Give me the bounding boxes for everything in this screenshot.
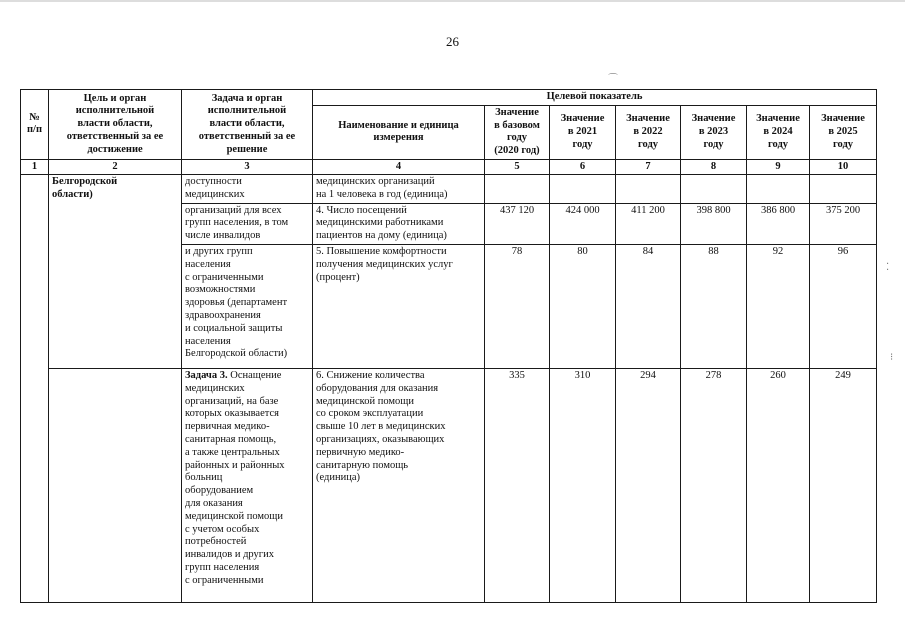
- table-row: [21, 174, 877, 203]
- header-value-2024: Значение в 2024 году: [747, 105, 810, 159]
- page-number: 26: [446, 34, 459, 49]
- header-indicator: Наименование и единица измерения: [313, 105, 485, 159]
- value-base: 437 120: [485, 203, 550, 244]
- task-cell: и других групп населения с ограниченными возможностями здоровья (департамент здравоохранения и социальной защиты населения Белгородской области): [182, 244, 313, 368]
- indicator-cell: медицинских организаций на 1 человека в год (единица): [313, 174, 485, 203]
- value-base: [485, 174, 550, 203]
- column-number: 2: [49, 159, 182, 174]
- value-2022: 411 200: [616, 203, 681, 244]
- column-number: 7: [616, 159, 681, 174]
- task-cell: [182, 368, 313, 602]
- column-number: 4: [313, 159, 485, 174]
- value-2025: 375 200: [810, 203, 877, 244]
- scan-artifact-mark: ⁝: [890, 352, 894, 363]
- scan-artifact-mark: ⁚: [886, 262, 890, 273]
- value-2023: 398 800: [681, 203, 747, 244]
- value-2024: 386 800: [747, 203, 810, 244]
- column-number: 8: [681, 159, 747, 174]
- column-number: 9: [747, 159, 810, 174]
- task-text: Оснащение медицинских организаций, на базе которых оказывается первичная медико- санитарная помощь, а также центральных районных и районных больниц оборудованием для оказания медицинской помощи с учетом особых потребностей инвалидов и других групп населения с ограниченными: [185, 369, 285, 586]
- header-target-group: Целевой показатель: [313, 90, 877, 106]
- value-2024: [747, 174, 810, 203]
- value-2024: 260: [747, 368, 810, 602]
- value-base: 78: [485, 244, 550, 368]
- task-cell: доступности медицинских: [182, 174, 313, 203]
- value-2022: 294: [616, 368, 681, 602]
- value-2021: 424 000: [550, 203, 616, 244]
- task-cell: организаций для всех групп населения, в том числе инвалидов: [182, 203, 313, 244]
- indicator-cell: 4. Число посещений медицинскими работниками пациентов на дому (единица): [313, 203, 485, 244]
- value-2025: 96: [810, 244, 877, 368]
- header-value-2021: Значение в 2021 году: [550, 105, 616, 159]
- value-2023: [681, 174, 747, 203]
- row-number-cell: [21, 174, 49, 602]
- value-2025: [810, 174, 877, 203]
- scan-artifact-mark: ⌒: [608, 74, 618, 85]
- column-number-row: [21, 159, 877, 174]
- column-number: 6: [550, 159, 616, 174]
- header-num: № п/п: [21, 90, 49, 160]
- header-value-2023: Значение в 2023 году: [681, 105, 747, 159]
- indicator-cell: 5. Повышение комфортности получения медицинских услуг (процент): [313, 244, 485, 368]
- value-2024: 92: [747, 244, 810, 368]
- goal-cell-empty: [49, 368, 182, 602]
- value-2021: 310: [550, 368, 616, 602]
- goal-cell: Белгородской области): [49, 174, 182, 368]
- value-2023: 278: [681, 368, 747, 602]
- column-number: 5: [485, 159, 550, 174]
- header-task: Задача и орган исполнительной власти области, ответственный за ее решение: [182, 90, 313, 160]
- indicator-cell: 6. Снижение количества оборудования для оказания медицинской помощи со сроком эксплуатации свыше 10 лет в медицинских организациях, оказывающих первичную медико- санитарную помощь (единица): [313, 368, 485, 602]
- scan-top-edge: [0, 0, 905, 2]
- header-goal: Цель и орган исполнительной власти области, ответственный за ее достижение: [49, 90, 182, 160]
- value-2023: 88: [681, 244, 747, 368]
- value-2022: 84: [616, 244, 681, 368]
- task-title: Задача 3.: [185, 369, 228, 381]
- target-indicators-table: [20, 89, 877, 603]
- value-2025: 249: [810, 368, 877, 602]
- column-number: 1: [21, 159, 49, 174]
- value-2022: [616, 174, 681, 203]
- value-2021: [550, 174, 616, 203]
- value-2021: 80: [550, 244, 616, 368]
- column-number: 3: [182, 159, 313, 174]
- column-number: 10: [810, 159, 877, 174]
- header-value-2022: Значение в 2022 году: [616, 105, 681, 159]
- table-row: [21, 368, 877, 602]
- header-value-2025: Значение в 2025 году: [810, 105, 877, 159]
- header-value-base: Значение в базовом году (2020 год): [485, 105, 550, 159]
- value-base: 335: [485, 368, 550, 602]
